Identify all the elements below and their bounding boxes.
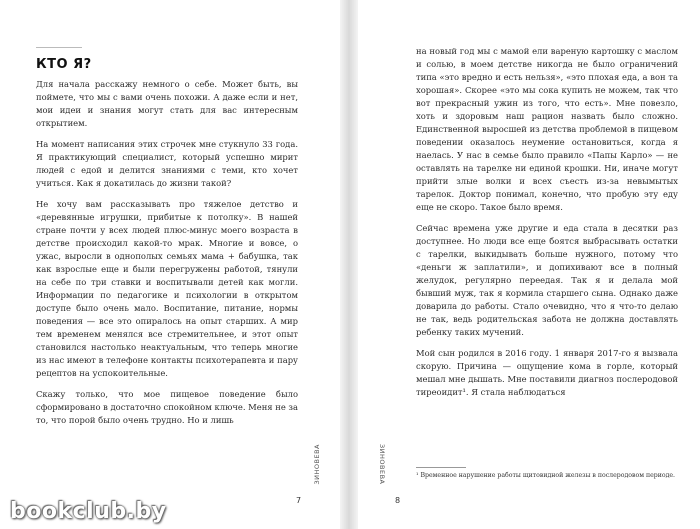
right-text-column <box>416 45 678 407</box>
paragraph: на новый год мы с мамой ели вареную картошку с маслом и солью, в моем детстве никогда не было ограничений типа «это вредно и есть нельзя», «это плохая еда, а вон та хорошая». Скорее «это мы сока купить не можем, так что вот прекрасный ужин из того, что есть». Мне повезло, хоть и здоровым наш рацион назвать было сложно. Единственной выросшей из детства проблемой в пищевом поведении оказалось неумение остановиться, когда я наелась. У нас в семье было правило «Папы Карло» — не оставлять на тарелке ни единой крошки. Ни, иначе могут прийти злые волки и всех съесть из-за невымытых тарелок. Доктор понимал, конечно, что пробую эту еду еще не скоро. Такое было время. <box>416 46 678 212</box>
running-head: ЗИНОВЕВА <box>313 444 321 485</box>
heading-rule <box>36 47 82 48</box>
footnote: ¹ Временное нарушение работы щитовидной железы в послеродовом периоде. <box>416 472 676 479</box>
paragraph: На момент написания этих строчек мне стукнуло 33 года. Я практикующий специалист, который успешно мирит людей с едой и делится знаниями с теми, кто хочет учиться. Как я докатилась до жизни такой? <box>36 139 298 188</box>
page-number: 7 <box>296 496 302 505</box>
page-number: 8 <box>395 496 401 505</box>
watermark-logo: bookclub.by <box>10 499 167 524</box>
book-gutter <box>340 0 358 529</box>
paragraph: Скажу только, что мое пищевое поведение было сформировано в достаточно спокойном ключе. Меня не за то, что порой было очень трудно. Но и лишь <box>36 389 298 425</box>
left-text-column <box>36 78 298 435</box>
right-page <box>358 0 700 529</box>
chapter-heading: КТО Я? <box>36 57 92 72</box>
footnote-rule <box>416 467 466 468</box>
paragraph: Сейчас времена уже другие и еда стала в десятки раз доступнее. Но люди все еще боятся выбрасывать остатки с тарелки, выкидывать больше нужного, потому что «деньги ж заплатили», и допихивают все в полный желудок, регулярно переедая. Так я и делала мой бывший муж, так я кормила старшего сына. Однако даже доварила до работы. Стало очевидно, что я что-то делаю не так, ведь родительская забота не должна доставлять ребенку таких мучений. <box>416 223 678 337</box>
left-page <box>0 0 340 529</box>
paragraph: Мой сын родился в 2016 году. 1 января 2017-го я вызвала скорую. Причина — ощущение кома в горле, который мешал мне дышать. Мне поставили диагноз послеродовой тиреоидит¹. Я стала наблюдаться <box>416 348 678 397</box>
paragraph: Не хочу вам рассказывать про тяжелое детство и «деревянные игрушки, прибитые к потолку». В нашей стране почти у всех людей плюс-минус моего возраста в детстве происходил какой-то мрак. Многие и вовсе, о ужас, выросли в однополых семьях мама + бабушка, так как взрослые еще и были перегружены работой, тянули на себе по три ставки и воспитывали детей как могли. Информации по педагогике и психологии в открытом доступе было очень мало. Воспитание, питание, нормы поведения — все это опиралось на опыт старших. А мир тем временем менялся все стремительнее, и этот опыт становился настолько неактуальным, что теперь многие из нас имеют в телефоне контакты психотерапевта и пару рецептов на успокоительные. <box>36 199 298 378</box>
paragraph: Для начала расскажу немного о себе. Может быть, вы поймете, что мы с вами очень похожи. А даже если и нет, мои идеи и знания могут стать для вас интересным открытием. <box>36 79 298 128</box>
running-head: ЗИНОВЕВА <box>378 444 386 485</box>
